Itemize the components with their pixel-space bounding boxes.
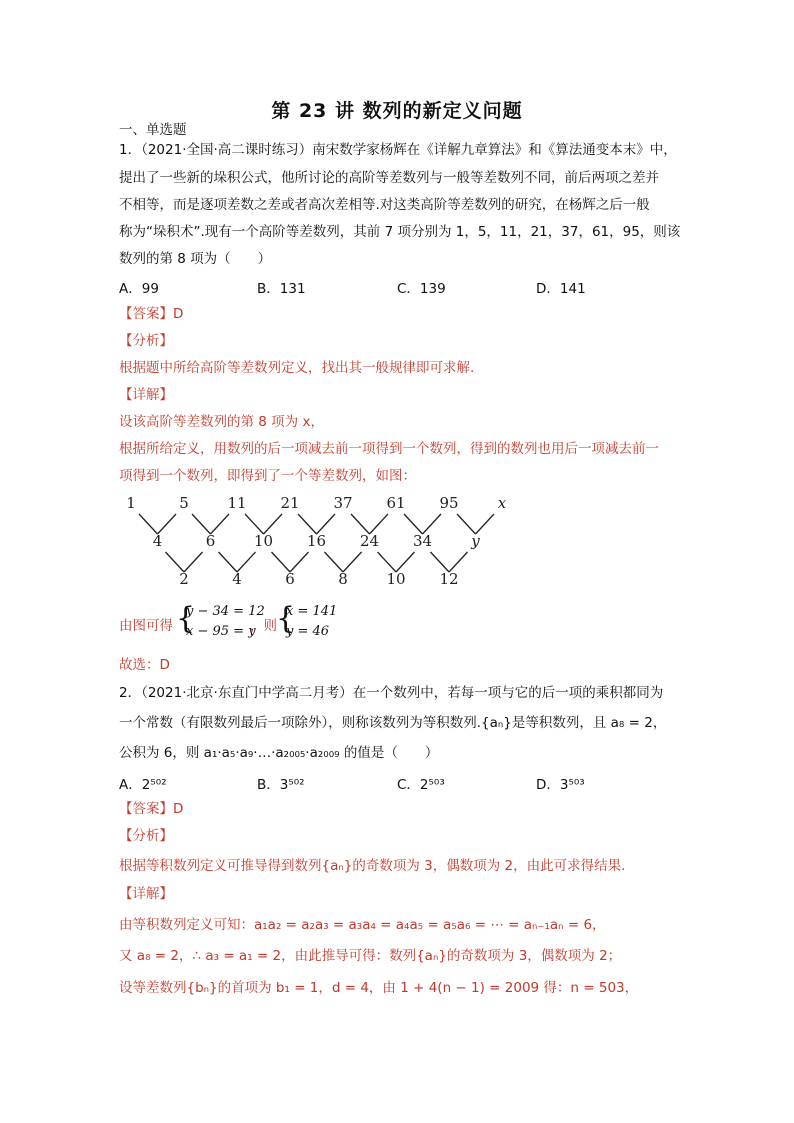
q1-option-b: B．131: [257, 281, 306, 297]
diagram-link-r2-up-4: [396, 552, 415, 572]
diagram-link-r2-up-0: [184, 552, 203, 572]
diagram-link-r2-down-2: [272, 552, 291, 572]
diagram-row2-term-3: 16: [306, 532, 327, 550]
diagram-link-r2-down-5: [431, 552, 450, 572]
q1-option-d: D．141: [536, 281, 586, 297]
diagram-link-r1-down-2: [245, 514, 264, 534]
q2-answer: 【答案】D: [119, 801, 184, 817]
diagram-link-r1-up-3: [317, 514, 336, 534]
q1-detail-line-2: 根据所给定义，用数列的后一项减去前一项得到一个数列，得到的数列也用后一项减去前一: [119, 441, 659, 457]
q1-answer: 【答案】D: [119, 306, 184, 322]
sys1-eq1: y − 34 = 12: [186, 604, 265, 619]
diagram-row3-term-1: 4: [232, 570, 242, 588]
diagram-row2-term-4: 24: [359, 532, 380, 550]
q1-then: ，则: [250, 618, 277, 634]
q1-analysis: 根据题中所给高阶等差数列定义，找出其一般规律即可求解.: [119, 360, 475, 376]
diagram-row1-term-1: 5: [179, 494, 189, 512]
diagram-row1-term-0: 1: [126, 494, 136, 512]
q2-line-2: 一个常数（有限数列最后一项除外），则称该数列为等积数列.{aₙ}是等积数列，且 a₈ = 2，: [119, 715, 667, 731]
diagram-link-r2-down-0: [166, 552, 185, 572]
diagram-row1-term-2: 11: [227, 494, 247, 512]
diagram-link-r2-down-1: [219, 552, 238, 572]
page-title: 第 23 讲 数列的新定义问题: [271, 100, 523, 122]
diagram-link-r1-down-6: [457, 514, 476, 534]
diagram-link-r1-up-1: [211, 514, 230, 534]
q2-detail-line-3: 设等差数列{bₙ}的首项为 b₁ = 1，d = 4，由 1 + 4(n − 1) = 2009 得：n = 503，: [119, 980, 639, 996]
diagram-link-r1-up-0: [158, 514, 177, 534]
brace-left-2: {: [276, 601, 296, 636]
diagram-row2-term-2: 10: [253, 532, 274, 550]
diagram-link-r1-down-5: [404, 514, 423, 534]
diagram-row1-term-6: 95: [439, 494, 459, 512]
diagram-link-r1-up-2: [264, 514, 283, 534]
diagram-row3-term-3: 8: [338, 570, 348, 588]
diagram-link-r2-up-2: [290, 552, 309, 572]
q1-line-3: 不相等，而是逐项差数之差或者高次差相等.对这类高阶等差数列的研究，在杨辉之后一般: [119, 197, 650, 213]
brace-left-1: {: [176, 601, 196, 636]
q1-line-5: 数列的第 8 项为（ ）: [119, 251, 272, 267]
diagram-link-r1-down-4: [351, 514, 370, 534]
q2-detail-label: 【详解】: [119, 886, 173, 902]
diagram-row2-term-6: y: [471, 532, 480, 550]
diagram-row3-term-0: 2: [179, 570, 189, 588]
diagram-link-r1-up-6: [476, 514, 495, 534]
q2-line-3: 公积为 6，则 a₁·a₅·a₉·…·a₂₀₀₅·a₂₀₀₉ 的值是（ ）: [119, 745, 439, 761]
diagram-row1-term-7: x: [497, 494, 507, 512]
q2-analysis-label: 【分析】: [119, 828, 173, 844]
q2-line-1: 2．（2021·北京·东直门中学高二月考）在一个数列中，若每一项与它的后一项的乘积都同为: [119, 685, 664, 701]
q1-detail-line-1: 设该高阶等差数列的第 8 项为 x，: [119, 414, 324, 430]
diagram-row2-term-0: 4: [152, 532, 163, 550]
diagram-link-r1-up-5: [423, 514, 442, 534]
q1-choice: 故选：D: [119, 657, 170, 673]
q1-line-4: 称为“垛积术”.现有一个高阶等差数列，其前 7 项分别为 1，5，11，21，37，61，95，则该: [119, 224, 681, 240]
q2-option-c: C．2⁵⁰³: [397, 777, 445, 793]
diagram-link-r1-down-1: [192, 514, 211, 534]
sys2-eq1: x = 141: [286, 604, 338, 619]
section-heading: 一、单选题: [119, 122, 187, 138]
q2-option-d: D．3⁵⁰³: [536, 777, 585, 793]
diagram-row3-term-4: 10: [386, 570, 406, 588]
diagram-link-r1-down-0: [139, 514, 158, 534]
diagram-row1-term-3: 21: [280, 494, 300, 512]
diagram-row3-term-5: 12: [439, 570, 459, 588]
q2-detail-line-1: 由等积数列定义可知：a₁a₂ = a₂a₃ = a₃a₄ = a₄a₅ = a₅a₆ = ⋯ = aₙ₋₁aₙ = 6，: [119, 917, 606, 933]
diagram-row3-term-2: 6: [285, 570, 295, 588]
difference-diagram: [119, 494, 519, 594]
diagram-row2-term-5: 34: [412, 532, 433, 550]
diagram-link-r2-down-3: [325, 552, 344, 572]
diagram-row1-term-5: 61: [386, 494, 406, 512]
q2-option-a: A．2⁵⁰²: [119, 777, 167, 793]
diagram-link-r1-up-4: [370, 514, 389, 534]
diagram-link-r2-up-5: [449, 552, 468, 572]
q2-option-b: B．3⁵⁰²: [257, 777, 305, 793]
sys1-eq2: x − 95 = y: [186, 624, 256, 639]
q1-detail-line-3: 项得到一个数列，即得到了一个等差数列，如图：: [119, 468, 416, 484]
diagram-link-r2-up-3: [343, 552, 362, 572]
sys2-eq2: y = 46: [286, 624, 330, 639]
diagram-row2-term-1: 6: [205, 532, 216, 550]
q1-line-2: 提出了一些新的垛积公式，他所讨论的高阶等差数列与一般等差数列不同，前后两项之差并: [119, 170, 659, 186]
q1-analysis-label: 【分析】: [119, 333, 173, 349]
diagram-link-r2-up-1: [237, 552, 256, 572]
q1-line-1: 1．（2021·全国·高二课时练习）南宋数学家杨辉在《详解九章算法》和《算法通变本末》中，: [119, 142, 677, 158]
diagram-row1-term-4: 37: [333, 494, 353, 512]
q1-detail-label: 【详解】: [119, 387, 173, 403]
q1-option-c: C．139: [397, 281, 446, 297]
q1-from-graph: 由图可得: [119, 618, 173, 634]
diagram-link-r2-down-4: [378, 552, 397, 572]
q2-analysis: 根据等积数列定义可推导得到数列{aₙ}的奇数项为 3，偶数项为 2，由此可求得结果.: [119, 858, 626, 874]
q1-option-a: A．99: [119, 281, 159, 297]
q2-detail-line-2: 又 a₈ = 2，∴ a₃ = a₁ = 2，由此推导可得：数列{aₙ}的奇数项为 3，偶数项为 2；: [119, 948, 622, 964]
diagram-link-r1-down-3: [298, 514, 317, 534]
